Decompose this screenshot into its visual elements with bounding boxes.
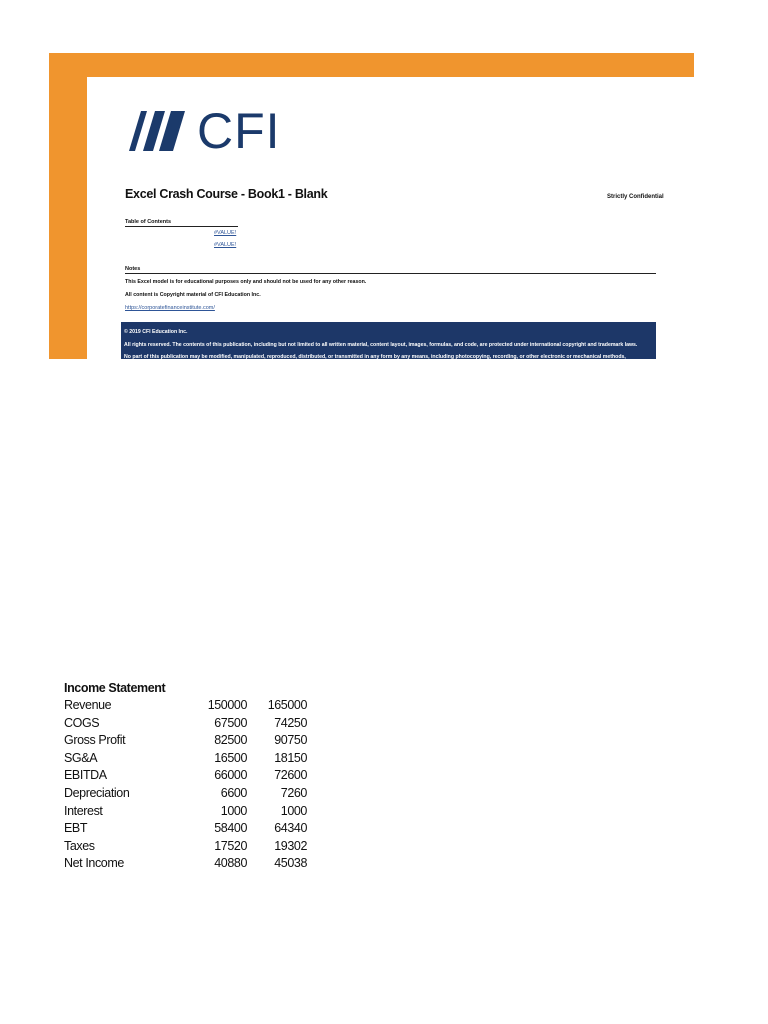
- confidential-label: Strictly Confidential: [607, 194, 664, 200]
- notes-heading: Notes: [125, 266, 656, 274]
- copyright-banner: [121, 322, 656, 359]
- table-row: [64, 732, 307, 750]
- value-year-1: 40880: [214, 856, 247, 871]
- value-year-2: 64340: [274, 821, 307, 836]
- row-label: EBT: [64, 821, 88, 836]
- document-title: Excel Crash Course - Book1 - Blank: [125, 187, 328, 201]
- table-row: [64, 838, 307, 856]
- orange-left-bar: [49, 53, 87, 359]
- row-label: Revenue: [64, 698, 112, 712]
- table-row: [64, 855, 307, 873]
- value-year-1: 150000: [207, 698, 247, 712]
- copyright-line: All rights reserved. The contents of this publication, including but not limited to all written material, content layout, images, formulas, and code, are protected under international copyright and trademark laws.: [124, 341, 638, 348]
- cover-sheet: [49, 53, 694, 359]
- website-link[interactable]: https://corporatefinanceinstitute.com/: [125, 305, 215, 311]
- value-year-2: 19302: [274, 838, 307, 853]
- cfi-stripes-icon: [127, 111, 189, 151]
- value-year-1: 66000: [214, 768, 247, 783]
- value-year-2: 165000: [267, 698, 307, 712]
- row-label: Taxes: [64, 838, 95, 853]
- value-year-2: 1000: [280, 803, 307, 818]
- row-label: SG&A: [64, 750, 98, 765]
- value-year-2: 72600: [274, 768, 307, 783]
- income-statement-title: Income Statement: [64, 681, 166, 695]
- value-year-1: 6600: [220, 785, 247, 800]
- row-label: Net Income: [64, 856, 124, 871]
- value-year-1: 16500: [214, 750, 247, 765]
- value-year-2: 18150: [274, 750, 307, 765]
- income-statement: [64, 680, 307, 873]
- table-row: [64, 767, 307, 785]
- row-label: COGS: [64, 715, 100, 730]
- cfi-logo: [127, 103, 281, 159]
- table-row: [64, 803, 307, 821]
- note-line: All content is Copyright material of CFI Education Inc.: [125, 292, 261, 298]
- table-row: [64, 715, 307, 733]
- copyright-line: No part of this publication may be modified, manipulated, reproduced, distributed, or transmitted in any form by any means, including photocopying, recording, or other electronic or mechanical methods,: [124, 354, 626, 360]
- value-year-1: 1000: [220, 803, 247, 818]
- toc-link-2[interactable]: #VALUE!: [214, 242, 237, 248]
- value-year-2: 45038: [274, 856, 307, 871]
- table-row: [64, 697, 307, 715]
- table-row: [64, 820, 307, 838]
- value-year-1: 17520: [214, 838, 247, 853]
- table-row: [64, 750, 307, 768]
- copyright-line: © 2019 CFI Education Inc.: [124, 329, 188, 335]
- value-year-1: 67500: [214, 715, 247, 730]
- logo-text: CFI: [197, 103, 281, 159]
- row-label: Gross Profit: [64, 733, 126, 748]
- row-label: Interest: [64, 803, 103, 818]
- toc-link-1[interactable]: #VALUE!: [214, 230, 237, 236]
- row-label: Depreciation: [64, 785, 130, 800]
- toc-heading: Table of Contents: [125, 219, 238, 227]
- value-year-2: 90750: [274, 733, 307, 748]
- note-line: This Excel model is for educational purposes only and should not be used for any other reason.: [125, 279, 367, 285]
- value-year-1: 82500: [214, 733, 247, 748]
- value-year-2: 74250: [274, 715, 307, 730]
- orange-top-bar: [49, 53, 694, 77]
- row-label: EBITDA: [64, 768, 107, 783]
- table-row: [64, 785, 307, 803]
- value-year-2: 7260: [280, 785, 307, 800]
- value-year-1: 58400: [214, 821, 247, 836]
